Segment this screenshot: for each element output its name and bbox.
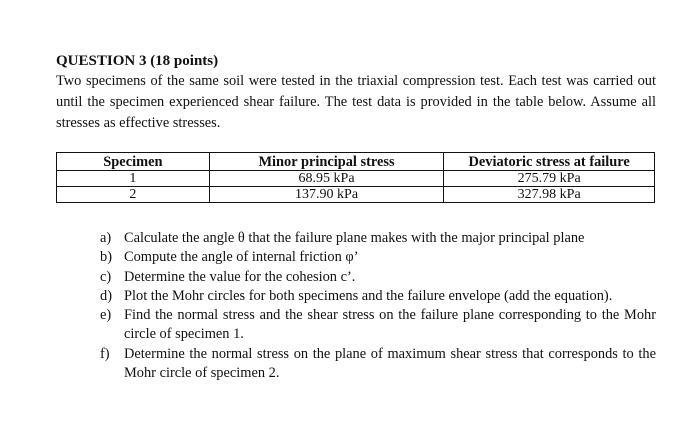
table-header-row xyxy=(57,153,655,171)
list-item xyxy=(100,287,656,306)
list-item xyxy=(100,268,656,287)
list-item-marker: e) xyxy=(100,307,112,324)
cell-specimen: 1 xyxy=(57,171,210,187)
cell-deviatoric-stress: 327.98 kPa xyxy=(444,187,655,203)
list-item-text: Plot the Mohr circles for both specimens and the failure envelope (add the equation). xyxy=(124,287,613,304)
cell-minor-stress: 137.90 kPa xyxy=(209,187,444,203)
table-row xyxy=(57,187,655,203)
cell-deviatoric-stress: 275.79 kPa xyxy=(444,171,655,187)
cell-minor-stress: 68.95 kPa xyxy=(209,171,444,187)
list-item xyxy=(100,248,656,267)
list-item-text: Determine the normal stress on the plane of maximum shear stress that corresponds to the Mohr circle of specimen 2. xyxy=(124,345,656,382)
list-item-text: Compute the angle of internal friction φ’ xyxy=(124,249,359,266)
test-data-table xyxy=(56,152,655,203)
list-item xyxy=(100,345,656,384)
list-item-marker: f) xyxy=(100,345,110,362)
list-item-text: Find the normal stress and the shear stress on the failure plane corresponding to the Mohr circle of specimen 1. xyxy=(124,307,656,343)
list-item-marker: d) xyxy=(100,287,112,304)
question-intro: Two specimens of the same soil were tested in the triaxial compression test. Each test was carried out until the specimen experienced shear failure. The test data is provided in the table below. Assume all stresses as effective stresses. xyxy=(56,73,656,131)
list-item-marker: b) xyxy=(100,249,112,266)
list-item-marker: a) xyxy=(100,230,112,246)
header-minor-principal-stress: Minor principal stress xyxy=(209,153,444,171)
table-row xyxy=(57,171,655,187)
list-item xyxy=(100,306,656,345)
question-title: QUESTION 3 (18 points) xyxy=(56,53,219,69)
header-deviatoric-stress: Deviatoric stress at failure xyxy=(444,153,655,171)
list-item-text: Calculate the angle θ that the failure plane makes with the major principal plane xyxy=(124,230,585,246)
list-item-marker: c) xyxy=(100,268,112,285)
header-specimen: Specimen xyxy=(57,153,210,171)
list-item xyxy=(100,229,656,248)
list-item-text: Determine the value for the cohesion c’. xyxy=(124,268,356,285)
cell-specimen: 2 xyxy=(57,187,210,203)
task-list xyxy=(100,229,656,383)
